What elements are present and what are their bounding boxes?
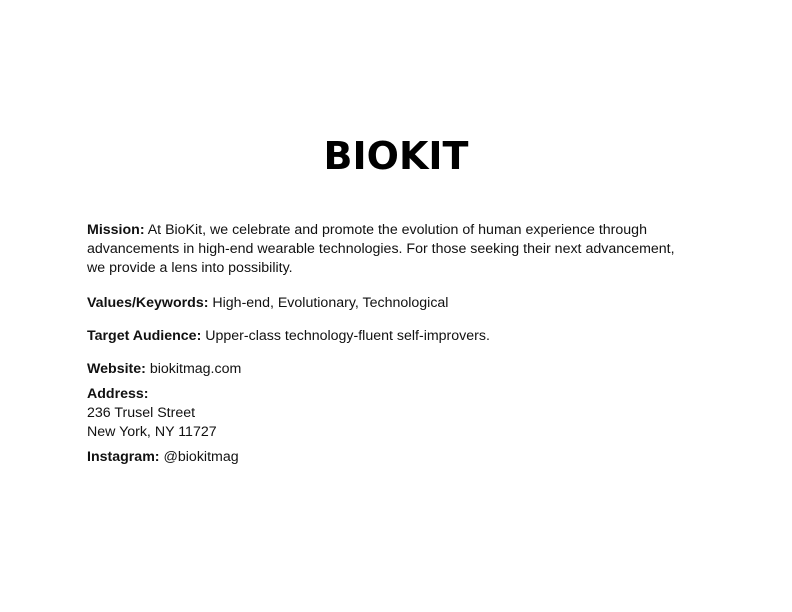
website-text: biokitmag.com	[149, 361, 242, 377]
address-line-2: New York, NY 11727	[87, 424, 217, 440]
mission-paragraph	[87, 221, 687, 278]
address-label: Address:	[87, 386, 149, 402]
brand-info	[87, 221, 687, 467]
instagram-text: @biokitmag	[163, 449, 239, 465]
audience-label: Target Audience:	[87, 328, 202, 344]
audience-text: Upper-class technology-fluent self-improvers.	[205, 328, 490, 344]
mission-label: Mission:	[87, 222, 145, 238]
values-paragraph	[87, 294, 687, 313]
instagram-paragraph	[87, 448, 687, 467]
address-paragraph	[87, 385, 687, 442]
instagram-label: Instagram:	[87, 449, 160, 465]
audience-paragraph	[87, 327, 687, 346]
address-line-1: 236 Trusel Street	[87, 405, 196, 421]
website-paragraph	[87, 360, 687, 379]
page-title: BIOKIT	[323, 134, 469, 178]
mission-text: At BioKit, we celebrate and promote the evolution of human experience through advancements in high-end wearable technologies. For those seeking their next advancement, we provide a lens into possibility.	[87, 222, 675, 276]
values-label: Values/Keywords:	[87, 295, 209, 311]
values-text: High-end, Evolutionary, Technological	[212, 295, 449, 311]
website-label: Website:	[87, 361, 146, 377]
